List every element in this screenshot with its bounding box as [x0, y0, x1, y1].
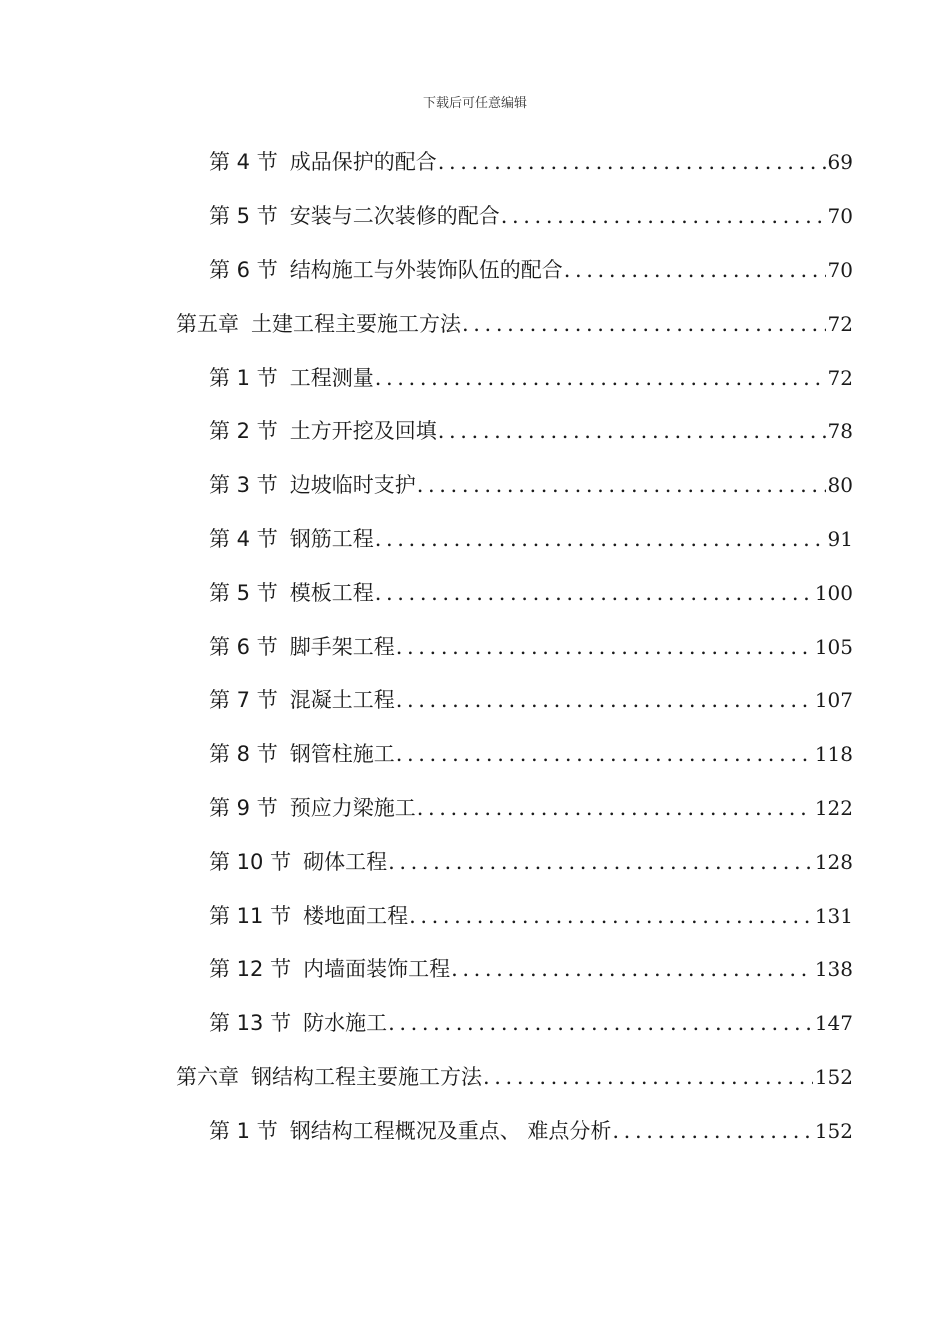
- dot-leader: [417, 475, 826, 496]
- dot-leader: [612, 1121, 812, 1142]
- toc-entry-prefix: 第 5 节: [209, 204, 278, 229]
- dot-leader: [375, 529, 826, 550]
- toc-entry[interactable]: [0, 297, 950, 351]
- dot-leader: [451, 959, 813, 980]
- toc-entry-title: 内墙面装饰工程: [303, 957, 451, 982]
- dot-leader: [396, 744, 813, 765]
- toc-entry-prefix: 第 2 节: [209, 419, 278, 444]
- toc-entry-title: 边坡临时支护: [289, 473, 416, 498]
- toc-entry[interactable]: [0, 1051, 950, 1105]
- toc-entry-prefix: 第 11 节: [209, 903, 292, 928]
- toc-entry-page: 70: [827, 204, 853, 229]
- toc-entry-title: 楼地面工程: [303, 903, 409, 928]
- toc-entry-prefix: 第 1 节: [209, 365, 278, 390]
- toc-entry[interactable]: [0, 566, 950, 620]
- toc-entry-prefix: 第五章: [176, 311, 239, 336]
- dot-leader: [438, 421, 826, 442]
- toc-entry[interactable]: [0, 782, 950, 836]
- toc-entry-page: 152: [814, 1064, 853, 1089]
- toc-entry-title: 成品保护的配合: [289, 150, 437, 175]
- dot-leader: [438, 152, 826, 173]
- toc-entry[interactable]: [0, 244, 950, 298]
- toc-entry-page: 138: [814, 957, 853, 982]
- table-of-contents: [0, 136, 950, 1158]
- toc-entry-page: 72: [827, 365, 853, 390]
- toc-entry-title: 钢管柱施工: [289, 742, 395, 767]
- toc-entry[interactable]: [0, 136, 950, 190]
- toc-entry[interactable]: [0, 889, 950, 943]
- toc-entry-prefix: 第六章: [176, 1064, 239, 1089]
- toc-entry-title: 脚手架工程: [289, 634, 395, 659]
- toc-entry-prefix: 第 4 节: [209, 150, 278, 175]
- toc-entry[interactable]: [0, 620, 950, 674]
- toc-entry-prefix: 第 5 节: [209, 580, 278, 605]
- toc-entry-prefix: 第 4 节: [209, 526, 278, 551]
- toc-entry-title: 砌体工程: [303, 849, 388, 874]
- toc-entry-page: 69: [827, 150, 853, 175]
- toc-entry-prefix: 第 8 节: [209, 742, 278, 767]
- toc-entry-page: 100: [814, 580, 853, 605]
- toc-entry-title: 结构施工与外装饰队伍的配合: [289, 257, 563, 282]
- toc-entry-page: 91: [827, 526, 853, 551]
- dot-leader: [396, 637, 813, 658]
- toc-entry-page: 107: [814, 688, 853, 713]
- dot-leader: [409, 906, 813, 927]
- dot-leader: [483, 1067, 813, 1088]
- toc-entry-prefix: 第 9 节: [209, 795, 278, 820]
- toc-entry-title: 钢结构工程主要施工方法: [251, 1064, 482, 1089]
- toc-entry-title: 土方开挖及回填: [289, 419, 437, 444]
- toc-entry-page: 122: [814, 795, 853, 820]
- toc-entry-page: 78: [827, 419, 853, 444]
- toc-entry-title: 防水施工: [303, 1011, 388, 1036]
- toc-entry[interactable]: [0, 190, 950, 244]
- toc-entry-title: 混凝土工程: [289, 688, 395, 713]
- dot-leader: [462, 314, 826, 335]
- dot-leader: [375, 583, 813, 604]
- toc-entry-prefix: 第 3 节: [209, 473, 278, 498]
- toc-entry-page: 80: [827, 473, 853, 498]
- toc-entry-title: 钢筋工程: [289, 526, 374, 551]
- dot-leader: [417, 798, 813, 819]
- toc-entry-prefix: 第 1 节: [209, 1118, 278, 1143]
- toc-entry-title: 土建工程主要施工方法: [251, 311, 461, 336]
- toc-entry[interactable]: [0, 1104, 950, 1158]
- toc-entry[interactable]: [0, 674, 950, 728]
- dot-leader: [564, 260, 826, 281]
- page-header: 下载后可任意编辑: [422, 96, 527, 111]
- toc-entry-page: 72: [827, 311, 853, 336]
- dot-leader: [396, 690, 813, 711]
- toc-entry-page: 147: [814, 1011, 853, 1036]
- toc-entry[interactable]: [0, 997, 950, 1051]
- toc-entry-prefix: 第 6 节: [209, 257, 278, 282]
- dot-leader: [501, 206, 826, 227]
- toc-entry-prefix: 第 6 节: [209, 634, 278, 659]
- toc-entry-page: 118: [814, 742, 853, 767]
- toc-entry[interactable]: [0, 351, 950, 405]
- toc-entry-page: 70: [827, 257, 853, 282]
- toc-entry-prefix: 第 12 节: [209, 957, 292, 982]
- toc-entry-prefix: 第 10 节: [209, 849, 292, 874]
- toc-entry-title: 钢结构工程概况及重点、 难点分析: [289, 1118, 612, 1143]
- toc-entry[interactable]: [0, 513, 950, 567]
- dot-leader: [388, 852, 813, 873]
- toc-entry-prefix: 第 7 节: [209, 688, 278, 713]
- toc-entry-page: 105: [814, 634, 853, 659]
- toc-entry-title: 安装与二次装修的配合: [289, 204, 500, 229]
- toc-entry-page: 128: [814, 849, 853, 874]
- toc-entry[interactable]: [0, 835, 950, 889]
- dot-leader: [375, 368, 826, 389]
- toc-entry-page: 131: [814, 903, 853, 928]
- toc-entry-prefix: 第 13 节: [209, 1011, 292, 1036]
- toc-entry-page: 152: [814, 1118, 853, 1143]
- toc-entry[interactable]: [0, 728, 950, 782]
- toc-entry[interactable]: [0, 943, 950, 997]
- toc-entry-title: 模板工程: [289, 580, 374, 605]
- toc-entry-title: 工程测量: [289, 365, 374, 390]
- toc-entry[interactable]: [0, 459, 950, 513]
- dot-leader: [388, 1013, 813, 1034]
- toc-entry[interactable]: [0, 405, 950, 459]
- toc-entry-title: 预应力梁施工: [289, 795, 416, 820]
